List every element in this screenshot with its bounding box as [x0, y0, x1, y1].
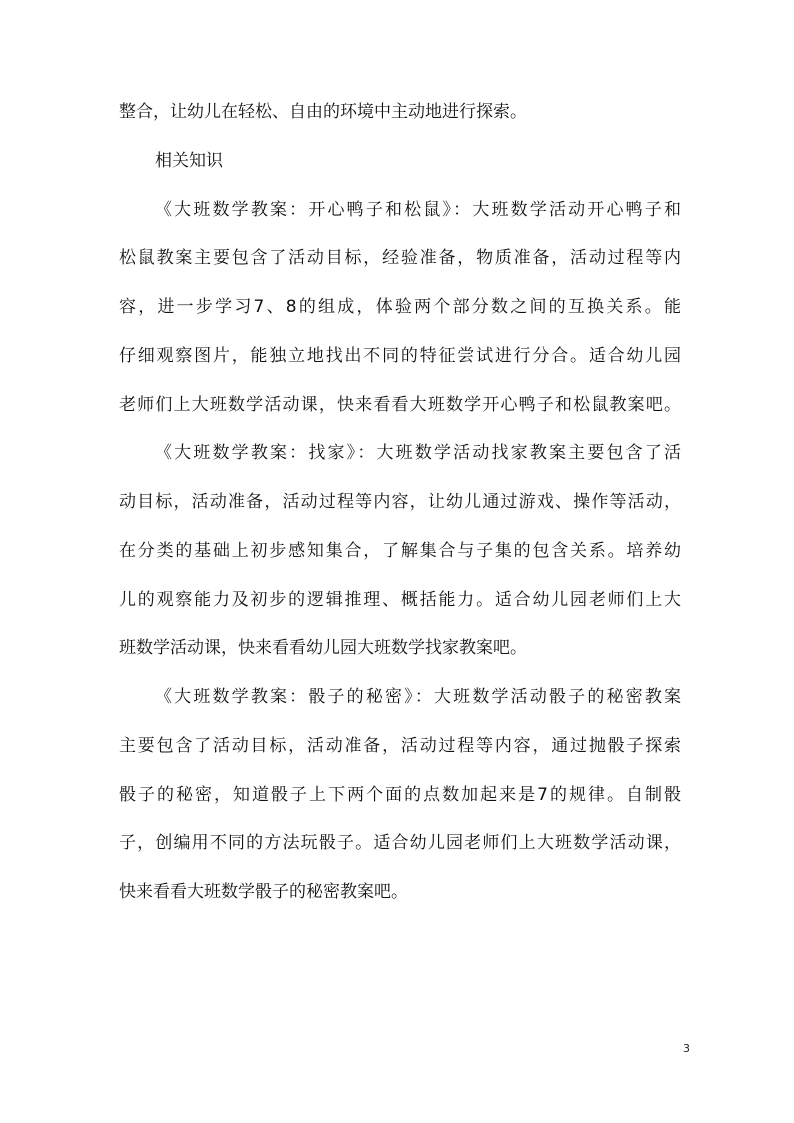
paragraph-line: 动目标，活动准备，活动过程等内容，让幼儿通过游戏、操作等活动，	[119, 492, 681, 512]
continued-paragraph-line: 整合，让幼儿在轻松、自由的环境中主动地进行探索。	[119, 102, 527, 122]
paragraph-line: 子，创编用不同的方法玩骰子。适合幼儿园老师们上大班数学活动课，	[119, 833, 681, 854]
paragraph-line: 《大班数学教案：找家》：大班数学活动找家教案主要包含了活	[155, 443, 681, 464]
paragraph-line: 儿的观察能力及初步的逻辑推理、概括能力。适合幼儿园老师们上大	[119, 589, 681, 610]
document-body	[119, 88, 681, 917]
section-heading: 相关知识	[155, 150, 223, 171]
paragraph-line: 老师们上大班数学活动课，快来看看大班数学开心鸭子和松鼠教案吧。	[119, 394, 681, 415]
paragraph-line: 班数学活动课，快来看看幼儿园大班数学找家教案吧。	[119, 638, 527, 659]
paragraph-line: 主要包含了活动目标，活动准备，活动过程等内容，通过抛骰子探索	[119, 735, 681, 756]
paragraph-line: 骰子的秘密，知道骰子上下两个面的点数加起来是7的规律。自制骰	[119, 784, 681, 805]
paragraph-line: 《大班数学教案：骰子的秘密》：大班数学活动骰子的秘密教案	[155, 687, 681, 707]
paragraph-dice-secret	[119, 673, 681, 917]
paragraph-find-home	[119, 429, 681, 673]
paragraph-line: 松鼠教案主要包含了活动目标，经验准备，物质准备，活动过程等内	[119, 248, 681, 269]
paragraph-line: 在分类的基础上初步感知集合，了解集合与子集的包含关系。培养幼	[119, 540, 681, 561]
page-number: 3	[683, 1042, 690, 1055]
paragraph-line: 《大班数学教案：开心鸭子和松鼠》：大班数学活动开心鸭子和	[155, 199, 681, 220]
paragraph-line: 快来看看大班数学骰子的秘密教案吧。	[119, 882, 408, 902]
paragraph-line: 仔细观察图片，能独立地找出不同的特征尝试进行分合。适合幼儿园	[119, 345, 681, 366]
paragraph-line: 容，进一步学习7、8的组成，体验两个部分数之间的互换关系。能	[119, 297, 681, 317]
paragraph-happy-ducks-squirrel	[119, 186, 681, 430]
